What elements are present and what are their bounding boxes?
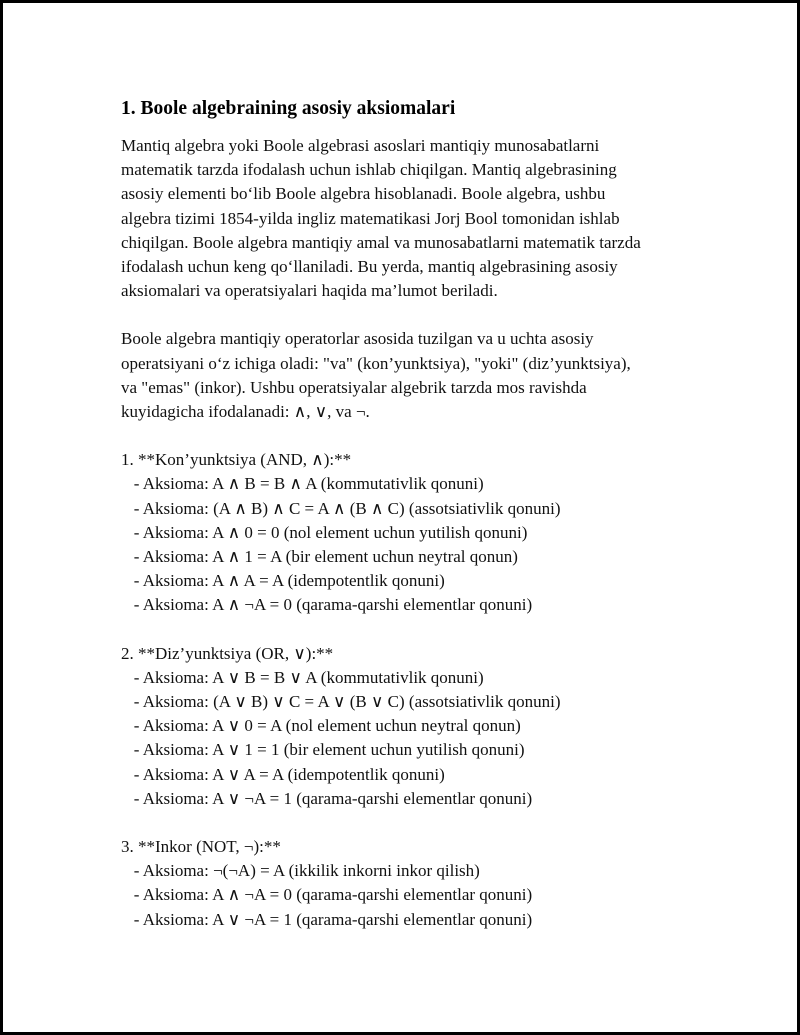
axiom-line: - Aksioma: A ∨ A = A (idempotentlik qonuni) (121, 764, 445, 784)
axiom-line: - Aksioma: A ∧ B = B ∧ A (kommutativlik qonuni) (121, 474, 484, 494)
axiom-line: - Aksioma: A ∨ B = B ∨ A (kommutativlik qonuni) (121, 667, 484, 687)
operators-line: operatsiyani o‘z ichiga oladi: "va" (kon’yunktsiya), "yoki" (diz’yunktsiya), (121, 353, 631, 373)
axiom-line: - Aksioma: A ∧ 1 = A (bir element uchun neytral qonun) (121, 547, 518, 567)
intro-line: Mantiq algebra yoki Boole algebrasi asoslari mantiqiy munosabatlarni (121, 136, 600, 155)
paragraph-gap (121, 424, 761, 448)
axiom-line: - Aksioma: A ∨ ¬A = 1 (qarama-qarshi elementlar qonuni) (121, 788, 533, 808)
intro-line: aksiomalari va operatsiyalari haqida ma’lumot beriladi. (121, 281, 498, 301)
axiom-line: - Aksioma: A ∧ ¬A = 0 (qarama-qarshi elementlar qonuni) (121, 595, 533, 615)
section-negation (121, 835, 761, 932)
section-heading: 1. **Kon’yunktsiya (AND, ∧):** (121, 450, 352, 470)
intro-line: asosiy elementi bo‘lib Boole algebra hisoblanadi. Boole algebra, ushbu (121, 184, 606, 204)
axiom-line: - Aksioma: A ∧ A = A (idempotentlik qonuni) (121, 571, 445, 591)
axiom-line: - Aksioma: A ∧ ¬A = 0 (qarama-qarshi elementlar qonuni) (121, 885, 533, 905)
intro-line: ifodalash uchun keng qo‘llaniladi. Bu yerda, mantiq algebrasining asosiy (121, 257, 618, 277)
paragraph-gap (121, 303, 761, 327)
axiom-line: - Aksioma: A ∨ ¬A = 1 (qarama-qarshi elementlar qonuni) (121, 909, 533, 929)
operators-line: va "emas" (inkor). Ushbu operatsiyalar algebrik tarzda mos ravishda (121, 377, 587, 397)
axiom-line: - Aksioma: A ∧ 0 = 0 (nol element uchun yutilish qonuni) (121, 522, 528, 542)
section-heading: 2. **Diz’yunktsiya (OR, ∨):** (121, 643, 334, 663)
axiom-line: - Aksioma: A ∨ 1 = 1 (bir element uchun yutilish qonuni) (121, 740, 525, 760)
intro-paragraph (121, 134, 761, 303)
intro-line: chiqilgan. Boole algebra mantiqiy amal va munosabatlarni matematik tarzda (121, 232, 641, 252)
section-disjunction (121, 642, 761, 811)
operators-paragraph (121, 327, 761, 424)
axiom-line: - Aksioma: A ∨ 0 = A (nol element uchun neytral qonun) (121, 716, 521, 736)
intro-line: algebra tizimi 1854-yilda ingliz matematikasi Jorj Bool tomonidan ishlab (121, 208, 620, 228)
document-content (121, 96, 761, 932)
section-conjunction (121, 448, 761, 617)
intro-line: matematik tarzda ifodalash uchun ishlab chiqilgan. Mantiq algebrasining (121, 160, 617, 180)
axiom-line: - Aksioma: (A ∧ B) ∧ C = A ∧ (B ∧ C) (assotsiativlik qonuni) (121, 498, 561, 518)
section-heading: 3. **Inkor (NOT, ¬):** (121, 837, 281, 857)
paragraph-gap (121, 811, 761, 835)
paragraph-gap (121, 618, 761, 642)
axiom-line: - Aksioma: ¬(¬A) = A (ikkilik inkorni inkor qilish) (121, 861, 480, 881)
axiom-line: - Aksioma: (A ∨ B) ∨ C = A ∨ (B ∨ C) (assotsiativlik qonuni) (121, 692, 561, 712)
document-title: 1. Boole algebraining asosiy aksiomalari (121, 98, 456, 119)
operators-line: Boole algebra mantiqiy operatorlar asosida tuzilgan va u uchta asosiy (121, 329, 594, 349)
operators-line: kuyidagicha ifodalanadi: ∧, ∨, va ¬. (121, 402, 370, 422)
